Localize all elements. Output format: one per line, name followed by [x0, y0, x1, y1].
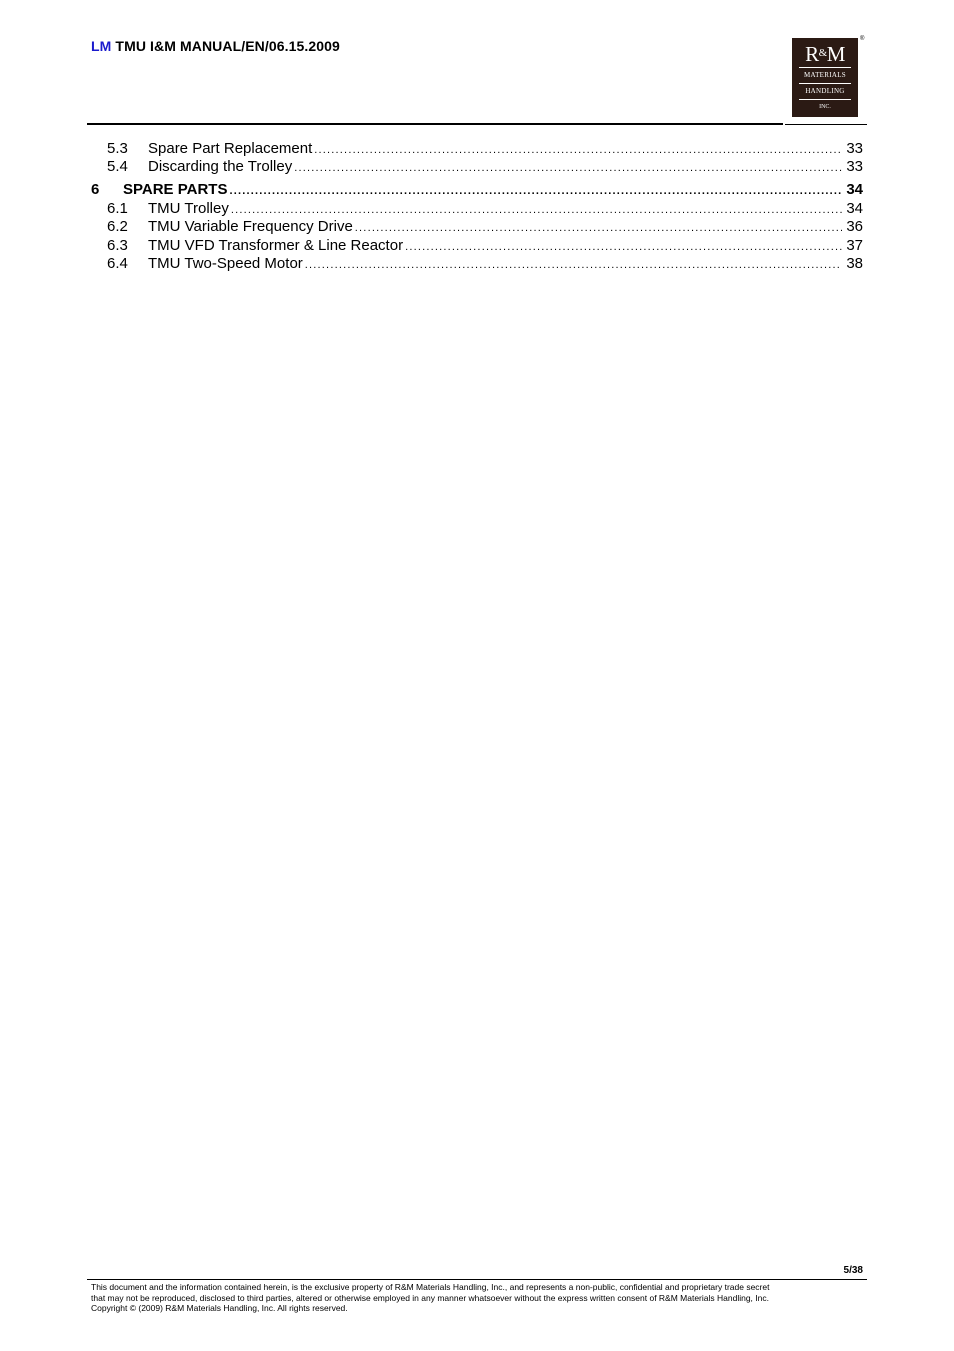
toc-entry-title: TMU VFD Transformer & Line Reactor — [148, 237, 404, 254]
header-rule-logo — [785, 124, 867, 125]
toc-leader-dots — [405, 238, 842, 256]
document-header-title — [91, 38, 340, 54]
toc-entry-page: 38 — [846, 255, 863, 272]
toc-leader-dots — [355, 219, 843, 237]
toc-entry-number: 6.1 — [107, 200, 128, 217]
toc-entry-title: TMU Two-Speed Motor — [148, 255, 303, 272]
toc-entry-title: Discarding the Trolley — [148, 158, 293, 175]
footer-rule — [87, 1279, 867, 1280]
toc-entry[interactable] — [91, 255, 863, 273]
footer-line: that may not be reproduced, disclosed to third parties, altered or otherwise employed in any manner whatsoever without the express written consent of R&M Materials Handling, Inc. — [91, 1292, 769, 1303]
header-title-prefix: LM — [91, 38, 112, 54]
toc-leader-dots — [229, 182, 842, 200]
toc-entry-page: 36 — [846, 218, 863, 235]
toc-entry[interactable] — [91, 158, 863, 176]
toc-leader-dots — [314, 141, 842, 159]
toc-entry-number: 6 — [91, 181, 100, 198]
company-logo — [792, 38, 858, 117]
toc-entry-title: Spare Part Replacement — [148, 140, 313, 157]
logo-divider — [799, 83, 851, 84]
toc-entry-title: TMU Trolley — [148, 200, 229, 217]
footer-line: Copyright © (2009) R&M Materials Handling, Inc. All rights reserved. — [91, 1303, 348, 1313]
toc-entry[interactable] — [91, 218, 863, 236]
logo-inc: INC. — [819, 104, 831, 110]
toc-entry-title: TMU Variable Frequency Drive — [148, 218, 353, 235]
toc-entry[interactable] — [91, 140, 863, 158]
header-title-text: TMU I&M MANUAL/EN/06.15.2009 — [111, 38, 340, 54]
toc-entry-number: 6.2 — [107, 218, 128, 235]
toc-entry-number: 5.3 — [107, 140, 128, 157]
footer-line: This document and the information contained herein, is the exclusive property of R&M Materials Handling, Inc., and represents a non-public, confidential and proprietary trade secret — [91, 1282, 770, 1292]
toc-entry[interactable] — [91, 200, 863, 218]
toc-entry-page: 33 — [846, 140, 863, 157]
logo-rm: R&M — [805, 42, 845, 66]
logo-divider — [799, 99, 851, 100]
registered-mark: ® — [860, 36, 865, 42]
toc-entry-number: 5.4 — [107, 158, 128, 175]
page-number: 5/38 — [843, 1265, 863, 1276]
toc-entry-number: 6.3 — [107, 237, 128, 254]
toc-entry-title: SPARE PARTS — [123, 181, 228, 198]
toc-leader-dots — [294, 159, 842, 177]
toc-leader-dots — [305, 256, 843, 274]
toc-entry-page: 34 — [846, 200, 863, 217]
logo-handling: HANDLING — [805, 87, 845, 95]
header-rule — [87, 123, 783, 125]
toc-entry-page: 37 — [846, 237, 863, 254]
toc-entry[interactable] — [91, 237, 863, 255]
footer-disclaimer — [91, 1282, 871, 1314]
toc-chapter-entry[interactable] — [91, 181, 863, 199]
toc-entry-page: 34 — [846, 181, 863, 198]
toc-entry-page: 33 — [846, 158, 863, 175]
logo-divider — [799, 67, 851, 68]
logo-materials: MATERIALS — [804, 71, 846, 79]
toc-leader-dots — [231, 201, 842, 219]
toc-entry-number: 6.4 — [107, 255, 128, 272]
